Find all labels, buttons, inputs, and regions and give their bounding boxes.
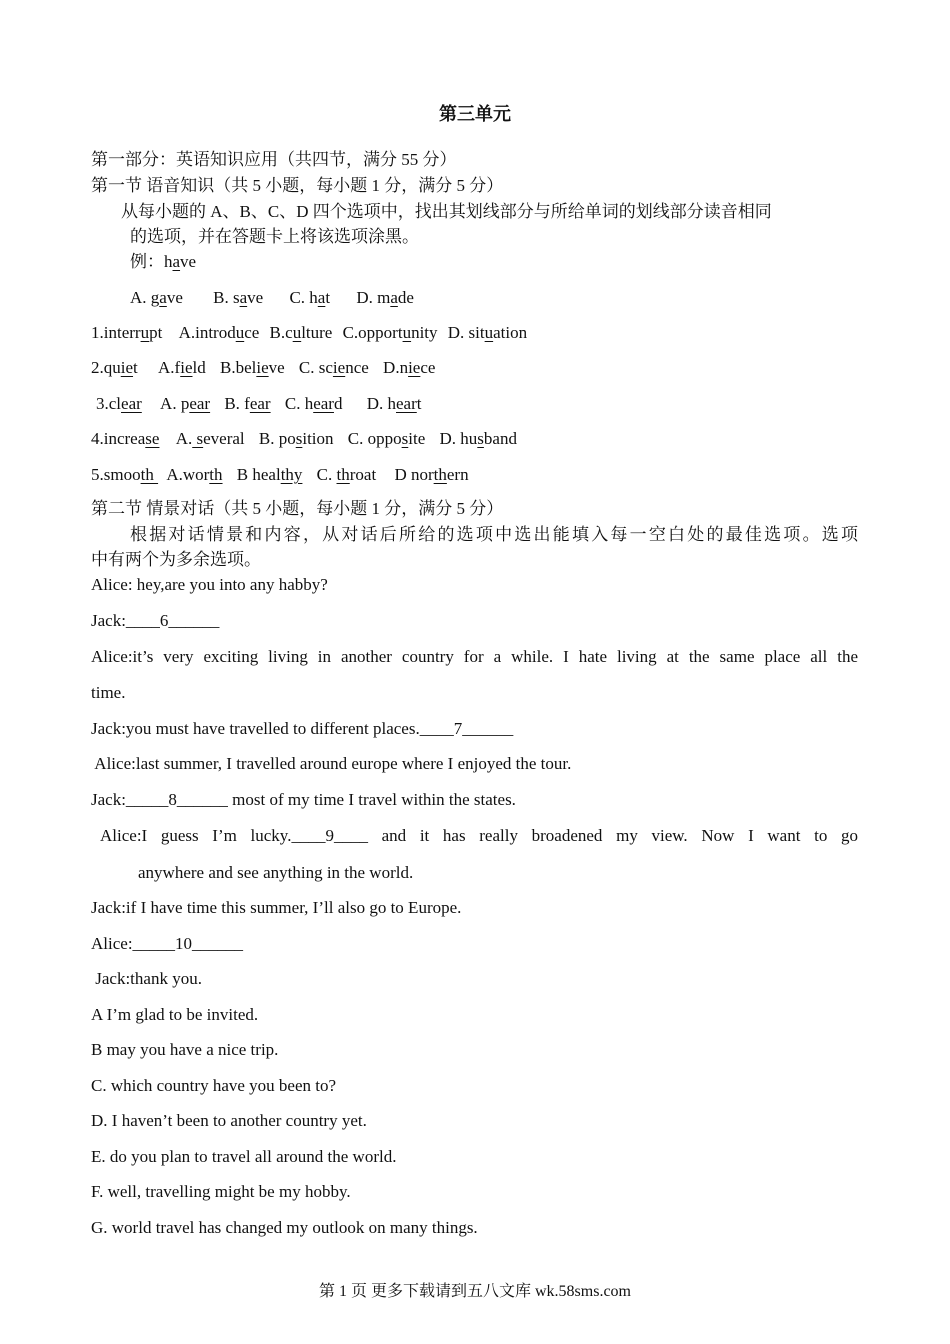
dialogue-line-3: Alice:it’s very exciting living in another country for a while. I hate living at the same place all the — [91, 647, 858, 666]
dialogue-line-4: time. — [91, 683, 126, 702]
option-g: G. world travel has changed my outlook on many things. — [91, 1218, 478, 1237]
example-option-c: C. hat — [289, 288, 331, 307]
section1-instruction-line2: 的选项，并在答题卡上将该选项涂黑。 — [130, 227, 419, 246]
section1-instruction-line1: 从每小题的 A、B、C、D 四个选项中，找出其划线部分与所给单词的划线部分读音相同 — [121, 202, 772, 221]
dialogue-line-2: Jack:____6______ — [91, 611, 220, 630]
option-a: A I’m glad to be invited. — [91, 1005, 259, 1024]
option-c: C. which country have you been to? — [91, 1076, 337, 1095]
example-line: 例：have — [130, 252, 197, 271]
example-option-d: D. made — [356, 288, 414, 307]
example-option-a: A. gave — [130, 288, 183, 307]
dialogue-line-7: Jack:_____8______ most of my time I travel within the states. — [91, 790, 516, 809]
question-5: 5.smooth A.worth B healthy C. throat D northern — [91, 465, 469, 484]
dialogue-line-9: anywhere and see anything in the world. — [138, 863, 414, 882]
page-title: 第三单元 — [439, 104, 511, 124]
dialogue-line-10: Jack:if I have time this summer, I’ll also go to Europe. — [91, 898, 462, 917]
question-4: 4.increase A. several B. position C. opposite D. husband — [91, 429, 517, 448]
dialogue-line-11: Alice:_____10______ — [91, 934, 244, 953]
option-d: D. I haven’t been to another country yet. — [91, 1111, 367, 1130]
option-f: F. well, travelling might be my hobby. — [91, 1182, 351, 1201]
question-1: 1.interrupt A.introduce B.culture C.opportunity D. situation — [91, 323, 528, 342]
dialogue-line-12: Jack:thank you. — [91, 969, 202, 988]
option-e: E. do you plan to travel all around the world. — [91, 1147, 397, 1166]
example-label: 例： — [130, 252, 164, 271]
section2-instruction-line1: 根据对话情景和内容，从对话后所给的选项中选出能填入每一空白处的最佳选项。选项 — [130, 525, 858, 544]
section1-heading: 第一节 语音知识（共 5 小题，每小题 1 分，满分 5 分） — [91, 176, 504, 195]
dialogue-line-5: Jack:you must have travelled to different places.____7______ — [91, 719, 514, 738]
page-footer: 第 1 页 更多下载请到五八文库 wk.58sms.com — [318, 1283, 631, 1300]
section2-heading: 第二节 情景对话（共 5 小题，每小题 1 分，满分 5 分） — [91, 499, 504, 518]
option-b: B may you have a nice trip. — [91, 1040, 279, 1059]
dialogue-line-8: Alice:I guess I’m lucky.____9____ and it has really broadened my view. Now I want to go — [100, 826, 858, 845]
question-2: 2.quiet A.field B.believe C. science D.niece — [91, 358, 436, 377]
dialogue-line-1: Alice: hey,are you into any habby? — [91, 575, 328, 594]
question-3: 3.clear A. pear B. fear C. heard D. heart — [96, 394, 422, 413]
example-option-b: B. save — [213, 288, 264, 307]
part1-heading: 第一部分：英语知识应用（共四节，满分 55 分） — [91, 150, 457, 169]
dialogue-line-6: Alice:last summer, I travelled around europe where I enjoyed the tour. — [91, 754, 572, 773]
section2-instruction-line2: 中有两个为多余选项。 — [91, 550, 261, 569]
example-options — [130, 287, 414, 309]
